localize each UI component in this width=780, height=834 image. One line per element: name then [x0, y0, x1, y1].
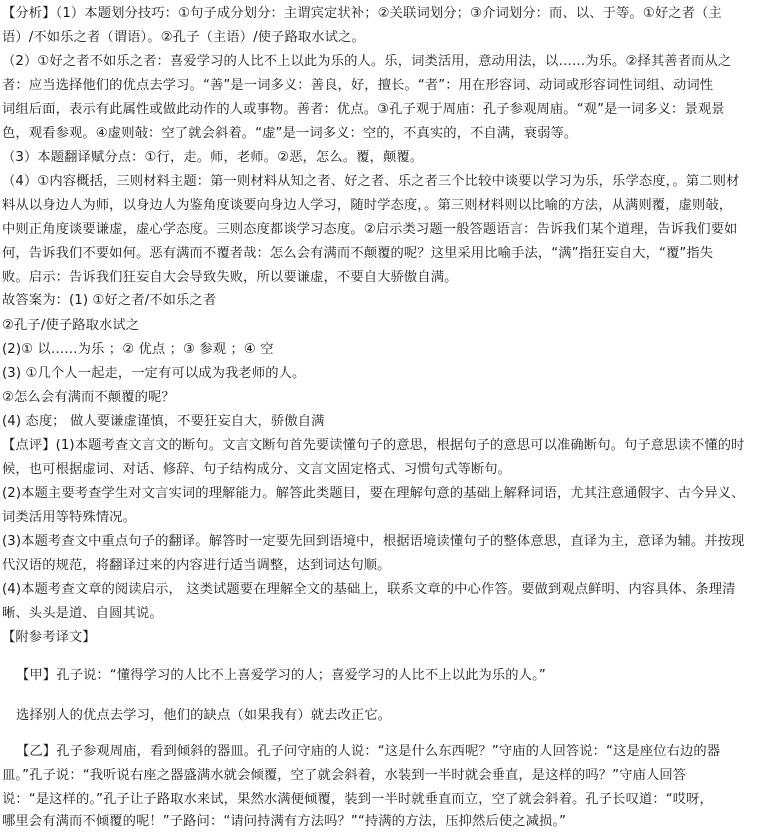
answer-line-3: (2)① 以……为乐 ；② 优点 ；③ 参观 ；④ 空	[2, 342, 274, 357]
comment-line-8: 晰、头头是道、自圆其说。	[2, 606, 163, 621]
answer-line-1: 故答案为：(1) ①好之者/不如乐之者	[2, 293, 217, 308]
comment-line-2: 候，也可根据虚词、对话、修辞、句子结构成分、文言文固定格式、习惯句式等断句。	[2, 462, 512, 477]
comment-line-7: (4)本题考查文章的阅读启示， 这类试题要在理解全文的基础上，联系文章的中心作答。要做到观点鲜明、内容具体、条理清	[2, 582, 736, 597]
translation-yi-line-3: 说：“是这样的。”孔子让子路取水来试，果然水满便倾覆，装到一半时就垂直而立，空了就会斜着。孔子长叹道：“哎呀，	[2, 792, 713, 807]
analysis-line-12: 败。启示：告诉我们狂妄自大会导致失败，所以要谦虚，不要自大骄傲自满。	[2, 270, 458, 285]
translation-yi-line-1: 【乙】孔子参观周庙，看到倾斜的器皿。孔子问守庙的人说：“这是什么东西呢？”守庙的人回答说：“这是座位右边的器	[16, 744, 721, 759]
answer-line-6: (4) 态度； 做人要谦虚谨慎，不要狂妄自大，骄傲自满	[2, 414, 325, 429]
analysis-line-7: （3）本题翻译赋分点：①行，走。师，老师。②恶，怎么。覆，颠覆。	[2, 150, 424, 165]
analysis-line-5: 词组后面，表示有此属性或做此动作的人或事物。善者：优点。③孔子观于周庙：孔子参观周庙。“观”是一词多义：景观景	[2, 102, 725, 117]
comment-line-6: 代汉语的规范，将翻译过来的内容进行适当调整，达到词达句顺。	[2, 558, 391, 573]
comment-line-1: 【点评】(1)本题考查文言文的断句。文言文断句首先要读懂句子的意思，根据句子的意思可以准确断句。句子意思读不懂的时	[2, 438, 745, 453]
analysis-line-2: 语）/不如乐之者（谓语）。②孔子（主语）/使子路取水试之。	[2, 30, 365, 45]
answer-line-5: ②怎么会有满而不颠覆的呢？	[2, 390, 175, 405]
translation-yi-line-2: 皿。”孔子说：“我听说右座之器盛满水就会倾覆，空了就会斜着，水装到一半时就会垂直，是这样的吗？”守庙人回答	[2, 768, 687, 783]
analysis-line-1: 【分析】（1）本题划分技巧：①句子成分划分：主谓宾定状补；②关联词划分；③介词划分：而、以、于等。①好之者（主	[2, 6, 722, 21]
answer-line-4: (3) ①几个人一起走，一定有可以成为我老师的人。	[2, 366, 306, 381]
analysis-line-6: 色，观看参观。④虚则敧：空了就会斜着。“虚”是一词多义：空的，不真实的，不自满，衰弱等。	[2, 126, 578, 141]
analysis-line-10: 中则正角度谈要谦虚，虚心学态度。三则态度都谈学习态度。②启示类习题一般答题语言：告诉我们某个道理，告诉我们要如	[2, 222, 738, 237]
translation-jia: 【甲】孔子说：“懂得学习的人比不上喜爱学习的人；喜爱学习的人比不上以此为乐的人。”	[16, 668, 546, 683]
analysis-line-4: 者：应当选择他们的优点去学习。“善”是一词多义：善良，好，擅长。“者”：用在形容词、动词或形容词性词组、动词性	[2, 78, 714, 93]
analysis-line-9: 料从以身边人为师，以身边人为鉴角度谈要向身边人学习，随时学态度，。第三则材料则以比喻的方法，从满则覆，虚则敧，	[2, 198, 733, 213]
analysis-line-3: （2）①好之者不如乐之者：喜爱学习的人比不上以此为乐的人。乐，词类活用，意动用法，以……为乐。②择其善者而从之	[2, 54, 732, 69]
comment-line-3: (2)本题主要考查学生对文言实词的理解能力。解答此类题目，要在理解句意的基础上解释词语，尤其注意通假字、古今异义、	[2, 486, 745, 501]
reference-heading: 【附参考译文】	[2, 630, 96, 645]
comment-line-4: 词类活用等特殊情况。	[2, 510, 136, 525]
translation-choose: 选择别人的优点去学习，他们的缺点（如果我有）就去改正它。	[16, 708, 392, 723]
analysis-line-11: 何，告诉我们不要如何。恶有满而不覆者哉：怎么会有满而不颠覆的呢？这里采用比喻手法，“满”指狂妄自大，“覆”指失	[2, 246, 714, 261]
comment-line-5: (3)本题考查文中重点句子的翻译。解答时一定要先回到语境中，根据语境读懂句子的整体意思，直译为主，意译为辅。并按现	[2, 534, 745, 549]
analysis-line-8: （4）①内容概括，三则材料主题：第一则材料从知之者、好之者、乐之者三个比较中谈要以学习为乐，乐学态度，。第二则材	[2, 174, 740, 189]
answer-line-2: ②孔子/使子路取水试之	[2, 318, 140, 333]
translation-yi-line-4: 哪里会有满而不倾覆的呢！”子路问：“请问持满有方法吗？”“持满的方法，压抑然后使之减损。”	[2, 814, 567, 829]
